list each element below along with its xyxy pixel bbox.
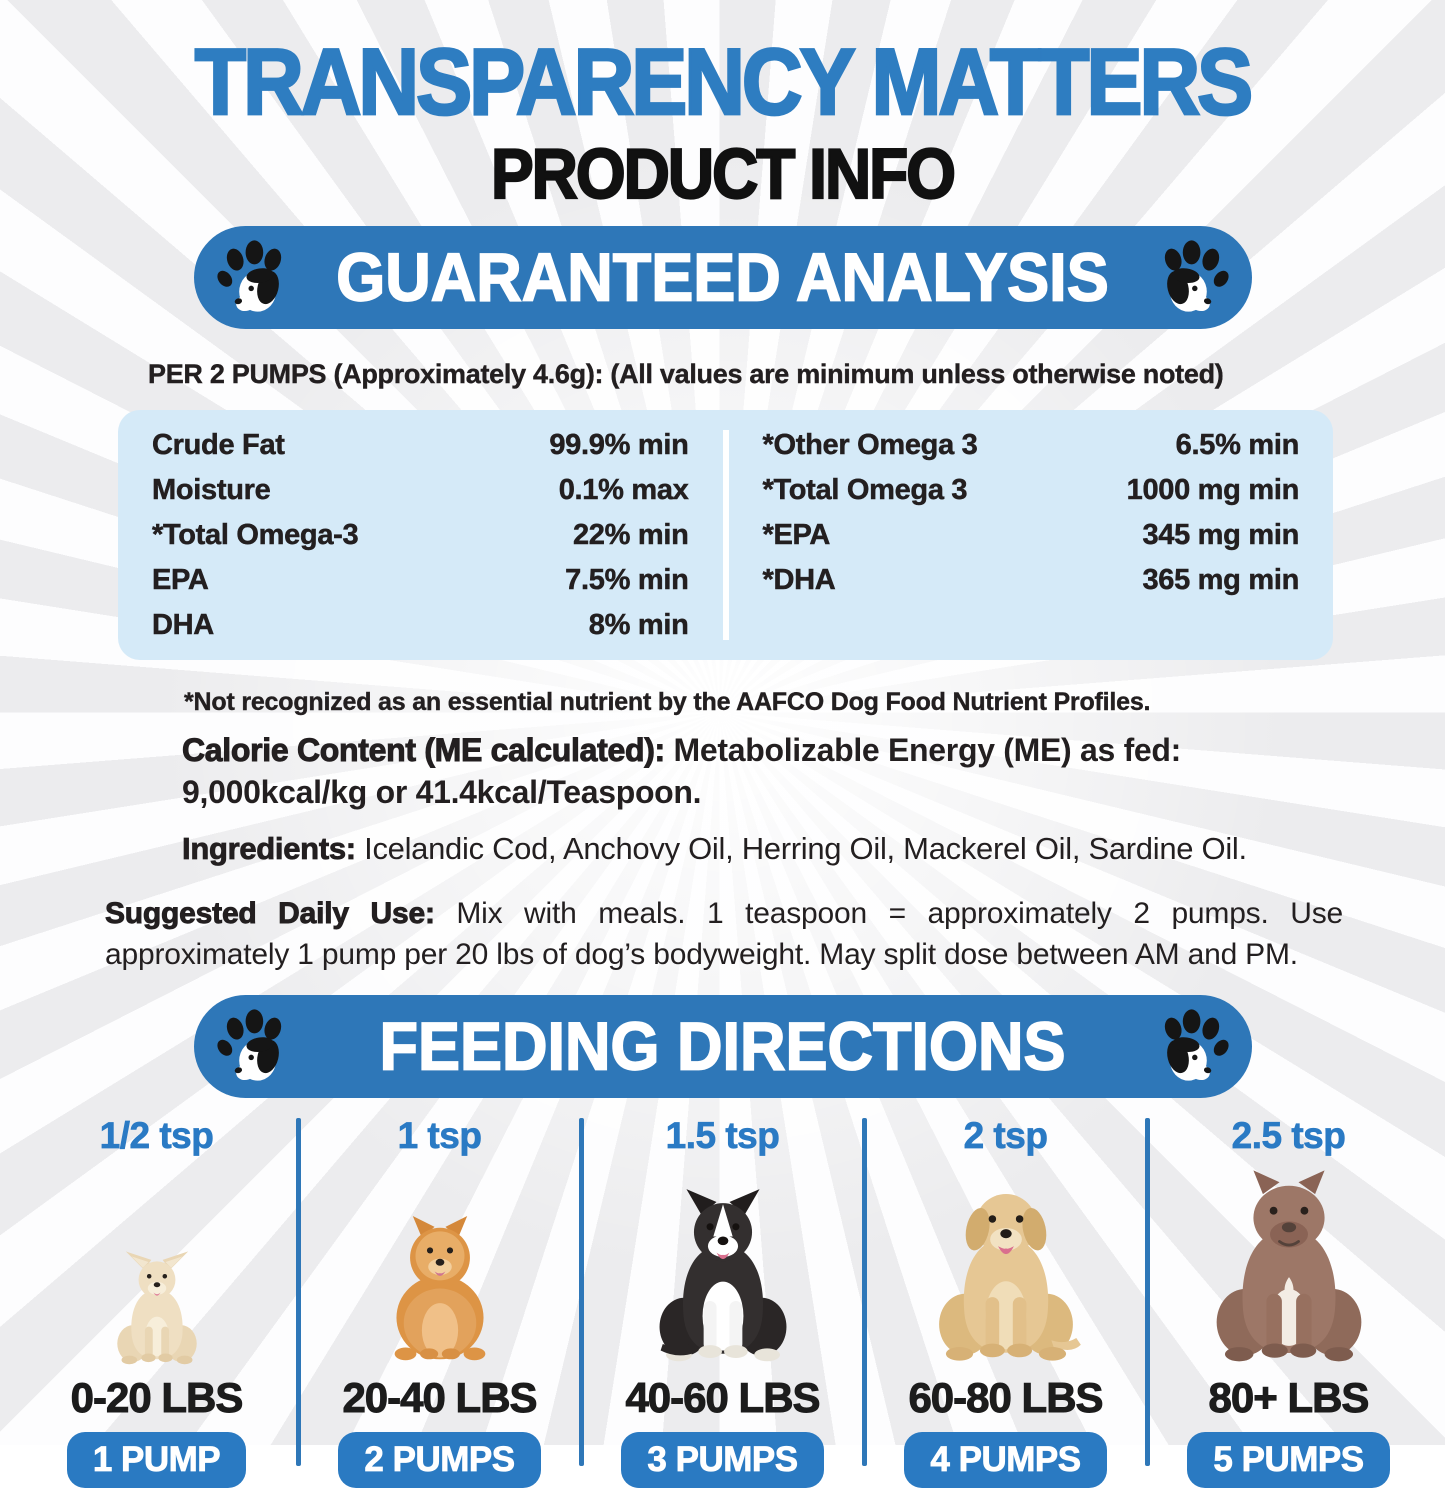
analysis-basis-line: PER 2 PUMPS (Approximately 4.6g): (All values are minimum unless otherwise noted) bbox=[148, 359, 1224, 389]
row-value: 22% min bbox=[572, 519, 689, 551]
feeding-column bbox=[581, 1114, 864, 1488]
column-divider bbox=[1145, 1118, 1150, 1466]
column-divider bbox=[579, 1118, 584, 1466]
row-label: EPA bbox=[152, 564, 209, 596]
row-label: *DHA bbox=[762, 564, 836, 596]
row-label: *Total Omega 3 bbox=[762, 474, 968, 506]
row-value: 0.1% max bbox=[558, 474, 689, 506]
page-subtitle: PRODUCT INFO bbox=[490, 134, 955, 214]
tsp-label: 1/2 tsp bbox=[99, 1115, 214, 1156]
calorie-content-lead: Calorie Content (ME calculated): bbox=[182, 732, 665, 768]
weight-label: 20-40 LBS bbox=[342, 1374, 537, 1421]
paw-dog-icon bbox=[1150, 1007, 1230, 1087]
column-divider bbox=[862, 1118, 867, 1466]
dog-photo-box bbox=[376, 1158, 504, 1372]
feeding-column bbox=[864, 1114, 1147, 1488]
pump-pill: 2 PUMPS bbox=[338, 1432, 540, 1488]
pump-pill: 5 PUMPS bbox=[1187, 1432, 1389, 1488]
aafco-footnote: *Not recognized as an essential nutrient by the AAFCO Dog Food Nutrient Profiles. bbox=[184, 688, 1151, 716]
suggested-daily-use-lead: Suggested Daily Use: bbox=[105, 897, 435, 930]
table-row bbox=[152, 610, 689, 640]
table-row bbox=[763, 475, 1300, 505]
row-label: *Total Omega-3 bbox=[152, 519, 359, 551]
suggested-daily-use bbox=[105, 893, 1343, 975]
feeding-column bbox=[15, 1114, 298, 1488]
table-row bbox=[763, 430, 1300, 460]
table-row bbox=[763, 565, 1300, 595]
analysis-table-left bbox=[118, 430, 723, 640]
pump-pill: 3 PUMPS bbox=[621, 1432, 823, 1488]
pump-pill: 1 PUMP bbox=[67, 1432, 246, 1488]
guaranteed-analysis-banner bbox=[194, 226, 1252, 329]
paw-dog-icon bbox=[216, 1007, 296, 1087]
row-value: 99.9% min bbox=[549, 429, 689, 461]
row-value: 1000 mg min bbox=[1126, 474, 1299, 506]
feeding-column bbox=[1147, 1114, 1430, 1488]
pump-pill: 4 PUMPS bbox=[904, 1432, 1106, 1488]
dog-photo-box bbox=[107, 1158, 207, 1372]
feeding-grid bbox=[15, 1114, 1430, 1488]
dog-photo-box bbox=[926, 1158, 1086, 1372]
row-label: *Other Omega 3 bbox=[762, 429, 978, 461]
calorie-content-rest: Metabolizable Energy (ME) as fed: bbox=[664, 732, 1182, 768]
tsp-label: 2 tsp bbox=[963, 1115, 1048, 1156]
feeding-column bbox=[298, 1114, 581, 1488]
weight-label: 60-80 LBS bbox=[908, 1374, 1103, 1421]
dog-photo-border-collie bbox=[647, 1187, 799, 1372]
calorie-content bbox=[182, 729, 1345, 813]
row-value: 6.5% min bbox=[1175, 429, 1299, 461]
feeding-directions-title: FEEDING DIRECTIONS bbox=[379, 1008, 1066, 1085]
analysis-table bbox=[118, 410, 1333, 660]
suggested-daily-use-text: Mix with meals. 1 teaspoon = approximately 2 pumps. Use approximately 1 pump per 20 lbs of dog’s bodyweight. May split dose between AM and PM. bbox=[105, 897, 1343, 971]
table-row bbox=[152, 565, 689, 595]
tsp-label: 1.5 tsp bbox=[665, 1115, 780, 1156]
dog-photo-pit-bull bbox=[1205, 1168, 1373, 1372]
ingredients bbox=[182, 831, 1345, 867]
row-label: Crude Fat bbox=[152, 429, 285, 461]
weight-label: 40-60 LBS bbox=[625, 1374, 820, 1421]
feeding-directions-banner bbox=[194, 995, 1252, 1098]
row-value: 365 mg min bbox=[1142, 564, 1299, 596]
dog-photo-box bbox=[1205, 1158, 1373, 1372]
tsp-label: 2.5 tsp bbox=[1231, 1115, 1346, 1156]
paw-dog-icon bbox=[1150, 238, 1230, 318]
row-value: 345 mg min bbox=[1142, 519, 1299, 551]
tsp-label: 1 tsp bbox=[397, 1115, 482, 1156]
table-row bbox=[763, 520, 1300, 550]
dog-photo-chihuahua bbox=[107, 1250, 207, 1372]
dog-photo-golden-retriever bbox=[926, 1177, 1086, 1372]
column-divider bbox=[296, 1118, 301, 1466]
ingredients-list: Icelandic Cod, Anchovy Oil, Herring Oil, Mackerel Oil, Sardine Oil. bbox=[355, 831, 1247, 866]
paw-dog-icon bbox=[216, 238, 296, 318]
ingredients-lead: Ingredients: bbox=[182, 831, 356, 866]
dog-photo-box bbox=[647, 1158, 799, 1372]
row-label: *EPA bbox=[762, 519, 831, 551]
row-label: Moisture bbox=[152, 474, 271, 506]
row-value: 7.5% min bbox=[565, 564, 689, 596]
row-value: 8% min bbox=[588, 609, 689, 641]
weight-label: 80+ LBS bbox=[1208, 1374, 1369, 1421]
weight-label: 0-20 LBS bbox=[70, 1374, 243, 1421]
table-row bbox=[152, 520, 689, 550]
row-label: DHA bbox=[152, 609, 214, 641]
guaranteed-analysis-title: GUARANTEED ANALYSIS bbox=[336, 239, 1109, 316]
dog-photo-pomeranian bbox=[376, 1216, 504, 1372]
table-row bbox=[152, 430, 689, 460]
calorie-content-line2: 9,000kcal/kg or 41.4kcal/Teaspoon. bbox=[182, 774, 702, 810]
table-row bbox=[152, 475, 689, 505]
page-title: TRANSPARENCY MATTERS bbox=[194, 28, 1251, 134]
analysis-table-right bbox=[729, 430, 1334, 640]
